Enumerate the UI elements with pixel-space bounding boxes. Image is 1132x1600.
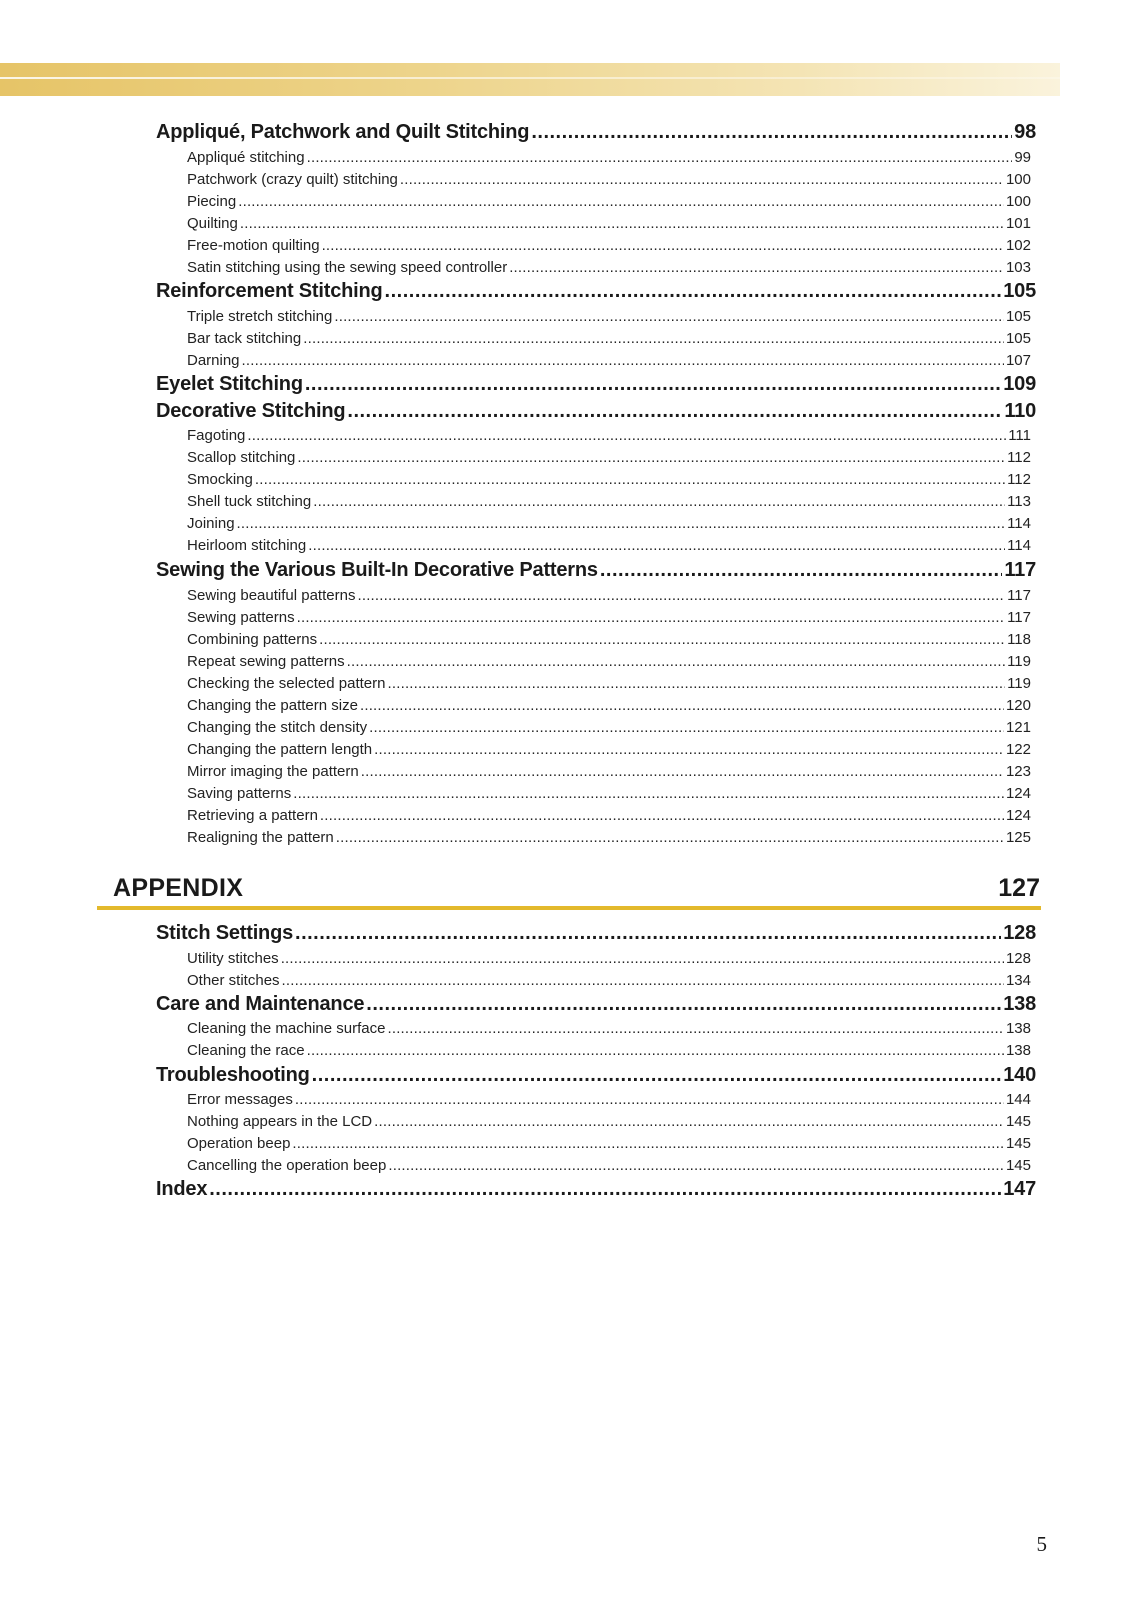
toc-item-realigning-pattern[interactable] [187, 829, 1031, 851]
toc-section-built-in-decorative-patterns[interactable] [156, 559, 1036, 587]
toc-item-combining-patterns[interactable] [187, 631, 1031, 653]
toc-entry-page: 117 [1004, 559, 1036, 581]
toc-entry-title: Error messages [187, 1091, 293, 1108]
toc-entry-title: Cancelling the operation beep [187, 1157, 387, 1174]
toc-entry-title: Realigning the pattern [187, 829, 334, 846]
toc-entry-page: 138 [1003, 993, 1036, 1015]
toc-item-shell-tuck-stitching[interactable] [187, 493, 1031, 515]
toc-entry-title: Reinforcement Stitching [156, 280, 383, 302]
toc-entry-title: Changing the stitch density [187, 719, 368, 736]
toc-entry-page: 105 [1005, 330, 1031, 347]
toc-item-smocking[interactable] [187, 471, 1031, 493]
toc-entry-title: Operation beep [187, 1135, 291, 1152]
toc-entry-title: Eyelet Stitching [156, 373, 303, 395]
dot-leader [240, 215, 1004, 232]
dot-leader [334, 308, 1004, 325]
toc-item-triple-stretch-stitching[interactable] [187, 308, 1031, 330]
toc-entry-page: 134 [1005, 972, 1031, 989]
dot-leader [385, 280, 1002, 303]
toc-entry-page: 107 [1005, 352, 1031, 369]
dot-leader [387, 1020, 1004, 1037]
dot-leader [238, 193, 1004, 210]
toc-entry-page: 109 [1003, 373, 1036, 395]
toc-entry-title: Joining [187, 515, 235, 532]
toc-entry-page: 119 [1007, 675, 1031, 692]
toc-entry-page: 111 [1008, 427, 1031, 444]
toc-entry-title: Cleaning the machine surface [187, 1020, 386, 1037]
toc-item-piecing[interactable] [187, 193, 1031, 215]
toc-entry-page: 144 [1005, 1091, 1031, 1108]
toc-entry-title: Index [156, 1178, 208, 1200]
toc-entry-page: 120 [1005, 697, 1031, 714]
toc-entry-title: Nothing appears in the LCD [187, 1113, 373, 1130]
dot-leader [360, 697, 1004, 714]
toc-entry-title: Satin stitching using the sewing speed controller [187, 259, 508, 276]
dot-leader [388, 1157, 1004, 1174]
dot-leader [295, 922, 1001, 945]
toc-entry-title: Mirror imaging the pattern [187, 763, 359, 780]
dot-leader [320, 807, 1004, 824]
dot-leader [313, 493, 1005, 510]
toc-item-sewing-beautiful-patterns[interactable] [187, 587, 1031, 609]
toc-entry-page: 117 [1007, 609, 1031, 626]
toc-entry-title: Decorative Stitching [156, 400, 346, 422]
toc-section-applique-patchwork-quilt[interactable] [156, 121, 1036, 149]
toc-entry-page: 100 [1005, 171, 1031, 188]
toc-entry-title: Fagoting [187, 427, 246, 444]
toc-item-error-messages[interactable] [187, 1091, 1031, 1113]
toc-entry-page: 114 [1007, 537, 1031, 554]
toc-item-checking-selected-pattern[interactable] [187, 675, 1031, 697]
dot-leader [237, 515, 1006, 532]
toc-item-patchwork-stitching[interactable] [187, 171, 1031, 193]
toc-entry-title: Checking the selected pattern [187, 675, 386, 692]
toc-entry-title: Sewing patterns [187, 609, 295, 626]
toc-entry-title: Changing the pattern length [187, 741, 373, 758]
toc-entry-page: 118 [1007, 631, 1031, 648]
dot-leader [293, 785, 1004, 802]
toc-item-applique-stitching[interactable] [187, 149, 1031, 171]
dot-leader [600, 559, 1003, 582]
toc-entry-title: Sewing the Various Built-In Decorative Patterns [156, 559, 598, 581]
dot-leader [322, 237, 1004, 254]
toc-item-heirloom-stitching[interactable] [187, 537, 1031, 559]
toc-entry-title: Quilting [187, 215, 238, 232]
dot-leader [347, 653, 1005, 670]
toc-entry-title: Saving patterns [187, 785, 292, 802]
dot-leader [281, 950, 1004, 967]
toc-entry-page: 119 [1007, 653, 1031, 670]
dot-leader [242, 352, 1004, 369]
toc-item-sewing-patterns[interactable] [187, 609, 1031, 631]
toc-entry-page: 123 [1005, 763, 1031, 780]
toc-entry-title: Shell tuck stitching [187, 493, 312, 510]
toc-entry-page: 110 [1004, 400, 1036, 422]
toc-entry-title: Scallop stitching [187, 449, 296, 466]
toc-entry-page: 128 [1005, 950, 1031, 967]
toc-item-utility-stitches[interactable] [187, 950, 1031, 972]
dot-leader [297, 449, 1005, 466]
toc-entry-page: 105 [1005, 308, 1031, 325]
toc-entry-title: Bar tack stitching [187, 330, 302, 347]
dot-leader [374, 1113, 1004, 1130]
toc-section-reinforcement-stitching[interactable] [156, 280, 1036, 308]
toc-section-troubleshooting[interactable] [156, 1064, 1036, 1092]
dot-leader [387, 675, 1005, 692]
toc-section-eyelet-stitching[interactable] [156, 373, 1036, 401]
dot-leader [247, 427, 1006, 444]
toc-item-darning[interactable] [187, 352, 1031, 374]
toc-entry-title: Appliqué stitching [187, 149, 305, 166]
toc-item-operation-beep[interactable] [187, 1135, 1031, 1157]
toc-entry-page: 147 [1003, 1178, 1036, 1200]
toc-item-satin-stitching[interactable] [187, 259, 1031, 281]
toc-item-cleaning-race[interactable] [187, 1042, 1031, 1064]
toc-item-repeat-sewing-patterns[interactable] [187, 653, 1031, 675]
toc-entry-page: 124 [1005, 785, 1031, 802]
page-number: 5 [1036, 1532, 1047, 1556]
toc-entry-title: Piecing [187, 193, 237, 210]
toc-section-stitch-settings[interactable] [156, 922, 1036, 950]
toc-entry-page: 145 [1005, 1157, 1031, 1174]
toc-item-joining[interactable] [187, 515, 1031, 537]
toc-entry-title: Combining patterns [187, 631, 318, 648]
dot-leader [292, 1135, 1004, 1152]
dot-leader [361, 763, 1004, 780]
dot-leader [374, 741, 1004, 758]
toc-entry-page: 103 [1005, 259, 1031, 276]
dot-leader [357, 587, 1005, 604]
dot-leader [531, 121, 1012, 144]
toc-entry-title: Cleaning the race [187, 1042, 305, 1059]
dot-leader [312, 1064, 1002, 1087]
toc-entry-page: 122 [1005, 741, 1031, 758]
toc-entry-page: 112 [1007, 449, 1031, 466]
toc-item-changing-pattern-size[interactable] [187, 697, 1031, 719]
dot-leader [369, 719, 1004, 736]
header-decorative-band [0, 63, 1060, 96]
toc-entry-page: 114 [1007, 515, 1031, 532]
dot-leader [307, 149, 1013, 166]
toc-section-decorative-stitching[interactable] [156, 400, 1036, 428]
toc-item-cancelling-operation-beep[interactable] [187, 1157, 1031, 1179]
toc-entry-title: Other stitches [187, 972, 280, 989]
dot-leader [303, 330, 1004, 347]
toc-entry-title: Triple stretch stitching [187, 308, 333, 325]
toc-entry-page: 112 [1007, 471, 1031, 488]
toc-entry-title: Changing the pattern size [187, 697, 358, 714]
toc-item-bar-tack-stitching[interactable] [187, 330, 1031, 352]
toc-item-changing-pattern-length[interactable] [187, 741, 1031, 763]
toc-section-index[interactable] [156, 1178, 1036, 1206]
toc-entry-page: 128 [1003, 922, 1036, 944]
toc-entry-page: 100 [1005, 193, 1031, 210]
toc-item-saving-patterns[interactable] [187, 785, 1031, 807]
dot-leader [305, 373, 1001, 396]
toc-entry-page: 113 [1007, 493, 1031, 510]
appendix-divider [97, 906, 1041, 910]
toc-entry-title: Stitch Settings [156, 922, 294, 944]
toc-entry-title: Appliqué, Patchwork and Quilt Stitching [156, 121, 530, 143]
toc-item-other-stitches[interactable] [187, 972, 1031, 994]
toc-item-quilting[interactable] [187, 215, 1031, 237]
dot-leader [308, 537, 1005, 554]
toc-entry-page: 105 [1003, 280, 1036, 302]
toc-item-nothing-appears-lcd[interactable] [187, 1113, 1031, 1135]
dot-leader [282, 972, 1004, 989]
toc-item-retrieving-pattern[interactable] [187, 807, 1031, 829]
toc-entry-page: 145 [1005, 1113, 1031, 1130]
appendix-page-number: 127 [998, 874, 1040, 902]
dot-leader [319, 631, 1005, 648]
toc-entry-title: Smocking [187, 471, 253, 488]
toc-entry-page: 138 [1005, 1020, 1031, 1037]
toc-entry-page: 140 [1003, 1064, 1036, 1086]
dot-leader [209, 1178, 1001, 1201]
toc-entry-page: 99 [1014, 149, 1031, 166]
toc-item-scallop-stitching[interactable] [187, 449, 1031, 471]
toc-section-care-and-maintenance[interactable] [156, 993, 1036, 1021]
toc-entry-page: 121 [1005, 719, 1031, 736]
dot-leader [255, 471, 1005, 488]
toc-entry-title: Retrieving a pattern [187, 807, 318, 824]
toc-entry-page: 125 [1005, 829, 1031, 846]
toc-entry-title: Sewing beautiful patterns [187, 587, 356, 604]
toc-entry-title: Free-motion quilting [187, 237, 320, 254]
dot-leader [400, 171, 1004, 188]
toc-entry-title: Patchwork (crazy quilt) stitching [187, 171, 398, 188]
toc-entry-page: 101 [1005, 215, 1031, 232]
toc-item-changing-stitch-density[interactable] [187, 719, 1031, 741]
dot-leader [366, 993, 1001, 1016]
toc-item-free-motion-quilting[interactable] [187, 237, 1031, 259]
toc-item-cleaning-machine-surface[interactable] [187, 1020, 1031, 1042]
toc-entry-title: Repeat sewing patterns [187, 653, 345, 670]
toc-entry-title: Heirloom stitching [187, 537, 307, 554]
toc-entry-page: 98 [1014, 121, 1036, 143]
toc-entry-title: Troubleshooting [156, 1064, 310, 1086]
dot-leader [307, 1042, 1004, 1059]
dot-leader [295, 1091, 1004, 1108]
appendix-heading[interactable]: APPENDIX [113, 874, 244, 902]
toc-entry-title: Utility stitches [187, 950, 279, 967]
toc-item-fagoting[interactable] [187, 427, 1031, 449]
toc-item-mirror-imaging-pattern[interactable] [187, 763, 1031, 785]
toc-entry-title: Darning [187, 352, 240, 369]
dot-leader [509, 259, 1004, 276]
toc-entry-page: 102 [1005, 237, 1031, 254]
toc-entry-page: 124 [1005, 807, 1031, 824]
toc-entry-title: Care and Maintenance [156, 993, 365, 1015]
dot-leader [336, 829, 1004, 846]
toc-entry-page: 117 [1007, 587, 1031, 604]
toc-entry-page: 145 [1005, 1135, 1031, 1152]
dot-leader [297, 609, 1006, 626]
toc-entry-page: 138 [1005, 1042, 1031, 1059]
dot-leader [347, 400, 1002, 423]
